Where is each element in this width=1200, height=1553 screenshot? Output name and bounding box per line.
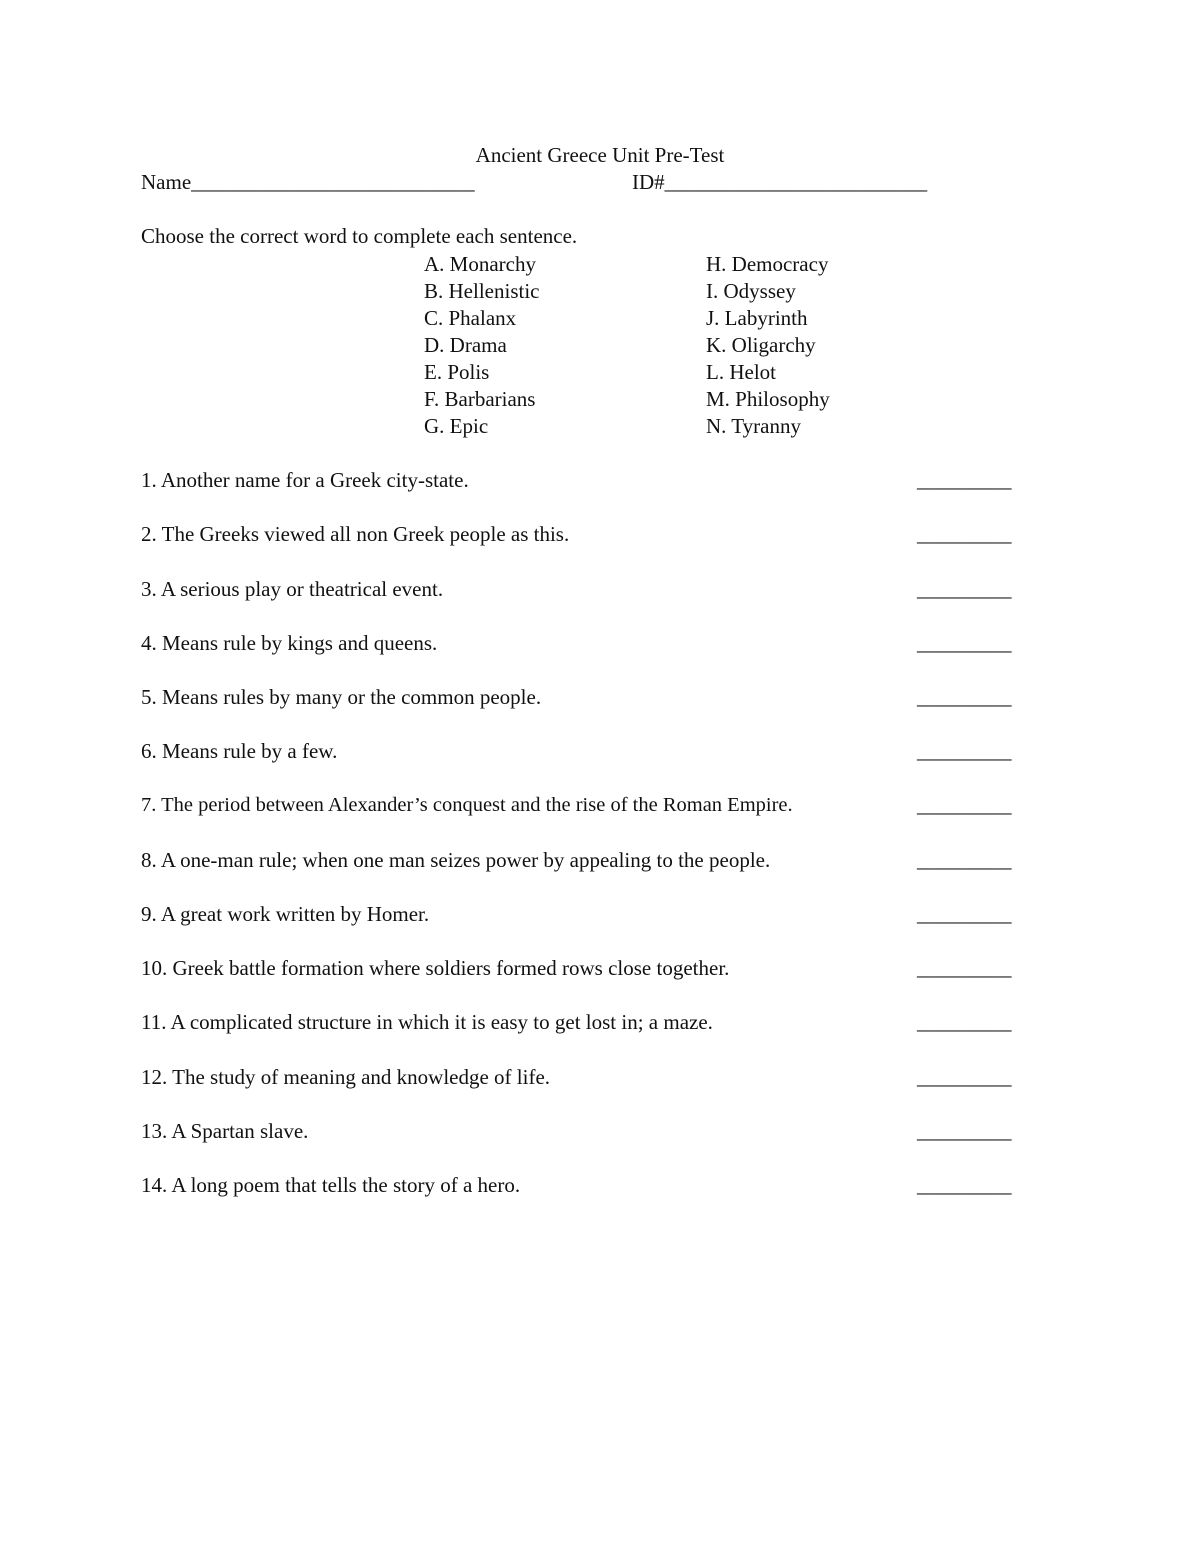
answer-blank[interactable]: _________	[917, 848, 1012, 872]
answer-blank[interactable]: _________	[917, 577, 1012, 601]
name-field[interactable]: Name___________________________	[141, 170, 475, 194]
word-bank-item: F. Barbarians	[424, 387, 536, 411]
word-bank-item: H. Democracy	[706, 252, 829, 276]
question-text: 2. The Greeks viewed all non Greek people as this.	[141, 522, 570, 546]
word-bank-item: I. Odyssey	[706, 279, 796, 303]
word-bank-item: D. Drama	[424, 333, 507, 357]
word-bank-item: M. Philosophy	[706, 387, 830, 411]
answer-blank[interactable]: _________	[917, 468, 1012, 492]
answer-blank[interactable]: _________	[917, 793, 1012, 817]
answer-blank[interactable]: _________	[917, 1065, 1012, 1089]
question-text: 4. Means rule by kings and queens.	[141, 631, 438, 655]
answer-blank[interactable]: _________	[917, 631, 1012, 655]
word-bank-item: N. Tyranny	[706, 414, 801, 438]
question-text: 11. A complicated structure in which it is easy to get lost in; a maze.	[141, 1010, 713, 1034]
question-text: 6. Means rule by a few.	[141, 739, 338, 763]
word-bank-item: C. Phalanx	[424, 306, 517, 330]
answer-blank[interactable]: _________	[917, 956, 1012, 980]
word-bank-item: A. Monarchy	[424, 252, 536, 276]
answer-blank[interactable]: _________	[917, 902, 1012, 926]
question-text: 3. A serious play or theatrical event.	[141, 577, 444, 601]
question-text: 7. The period between Alexander’s conquest and the rise of the Roman Empire.	[141, 794, 793, 816]
question-text: 5. Means rules by many or the common people.	[141, 685, 542, 709]
word-bank-item: J. Labyrinth	[706, 306, 808, 330]
question-text: 14. A long poem that tells the story of a hero.	[141, 1173, 521, 1197]
question-text: 13. A Spartan slave.	[141, 1119, 309, 1143]
answer-blank[interactable]: _________	[917, 1010, 1012, 1034]
answer-blank[interactable]: _________	[917, 739, 1012, 763]
instructions: Choose the correct word to complete each sentence.	[141, 224, 578, 248]
id-field[interactable]: ID#_________________________	[632, 170, 928, 194]
question-text: 1. Another name for a Greek city-state.	[141, 468, 469, 492]
page-title: Ancient Greece Unit Pre-Test	[475, 143, 725, 167]
word-bank-item: E. Polis	[424, 360, 490, 384]
answer-blank[interactable]: _________	[917, 1173, 1012, 1197]
answer-blank[interactable]: _________	[917, 685, 1012, 709]
word-bank-item: G. Epic	[424, 414, 489, 438]
word-bank-item: B. Hellenistic	[424, 279, 540, 303]
answer-blank[interactable]: _________	[917, 522, 1012, 546]
question-text: 9. A great work written by Homer.	[141, 902, 430, 926]
word-bank-item: K. Oligarchy	[706, 333, 816, 357]
question-text: 10. Greek battle formation where soldiers formed rows close together.	[141, 956, 730, 980]
question-text: 8. A one-man rule; when one man seizes power by appealing to the people.	[141, 848, 771, 872]
answer-blank[interactable]: _________	[917, 1119, 1012, 1143]
question-text: 12. The study of meaning and knowledge of life.	[141, 1065, 551, 1089]
word-bank-item: L. Helot	[706, 360, 776, 384]
